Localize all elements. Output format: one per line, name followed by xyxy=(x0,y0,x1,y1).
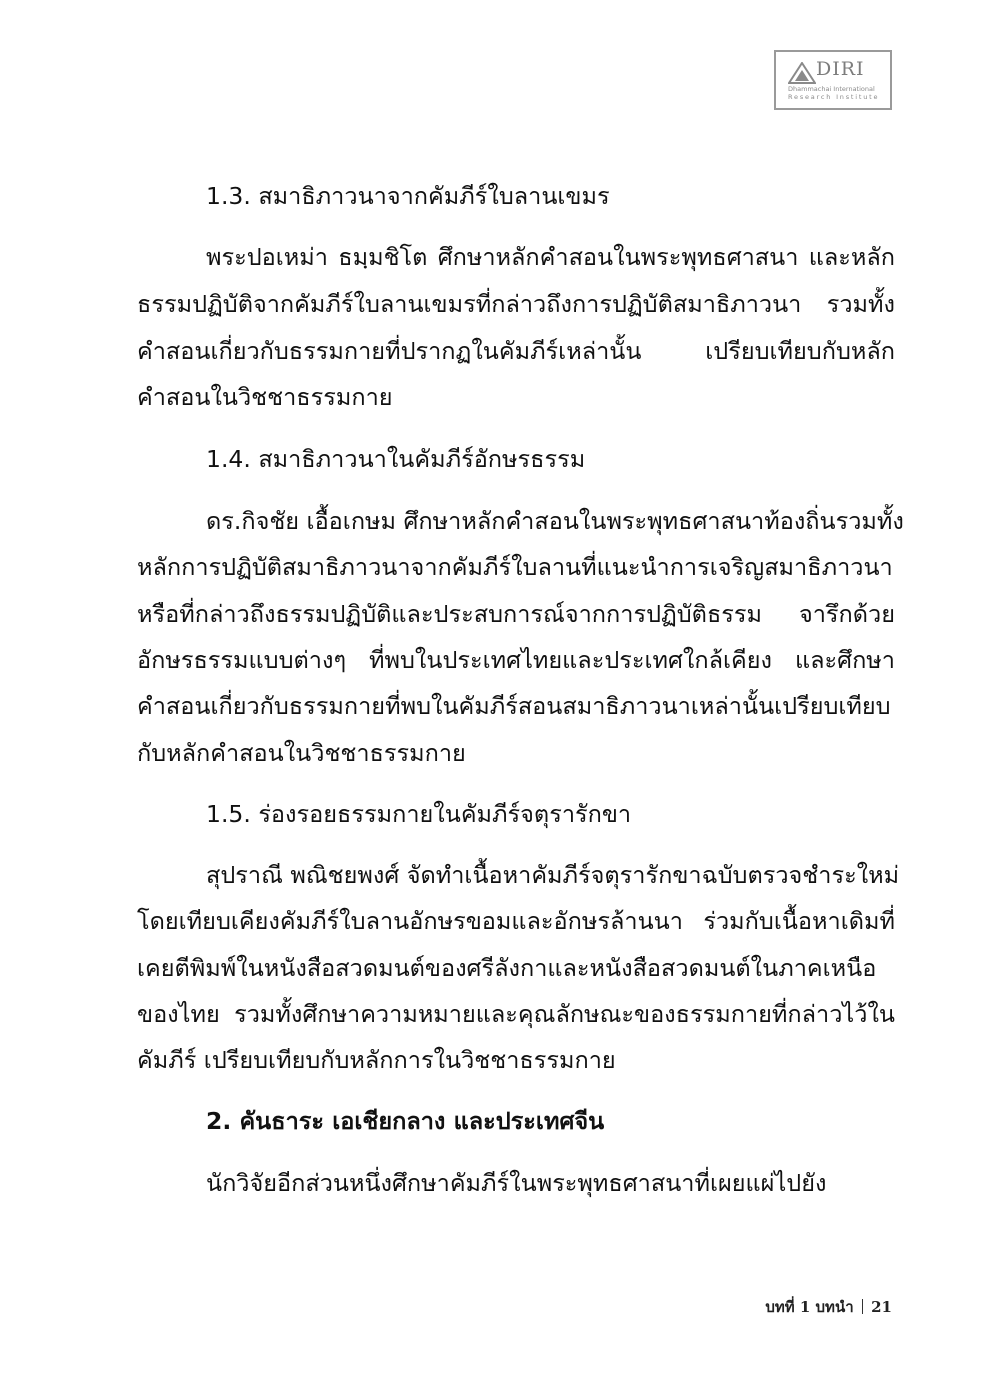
logo-subtitle-line-2: Research Institute xyxy=(788,93,880,101)
paragraph-line: หลักการปฏิบัติสมาธิภาวนาจากคัมภีร์ใบลานที่แนะนำการเจริญสมาธิภาวนา xyxy=(137,553,893,581)
paragraph-line: โดยเทียบเคียงคัมภีร์ใบลานอักษรขอมและอักษรล้านนา ร่วมกับเนื้อหาเดิมที่ xyxy=(137,907,895,935)
page-number: 21 xyxy=(871,1298,892,1316)
paragraph-line: เคยตีพิมพ์ในหนังสือสวดมนต์ของศรีลังกาและหนังสือสวดมนต์ในภาคเหนือ xyxy=(137,954,877,982)
paragraph-line: หรือที่กล่าวถึงธรรมปฏิบัติและประสบการณ์จากการปฏิบัติธรรม จารึกด้วย xyxy=(137,600,895,628)
paragraph-line: คำสอนเกี่ยวกับธรรมกายที่พบในคัมภีร์สอนสมาธิภาวนาเหล่านั้นเปรียบเทียบ xyxy=(137,692,891,720)
paragraph-line: คำสอนในวิชชาธรรมกาย xyxy=(137,383,393,411)
section-heading-2: 2. คันธาระ เอเชียกลาง และประเทศจีน xyxy=(206,1107,605,1135)
diri-logo xyxy=(774,50,892,110)
paragraph-line: ธรรมปฏิบัติจากคัมภีร์ใบลานเขมรที่กล่าวถึงการปฏิบัติสมาธิภาวนา รวมทั้ง xyxy=(137,290,895,318)
paragraph-line: สุปราณี พณิชยพงศ์ จัดทำเนื้อหาคัมภีร์จตุรารักขาฉบับตรวจชำระใหม่ xyxy=(206,861,900,889)
footer-divider xyxy=(862,1299,864,1314)
section-heading-1-4: 1.4. สมาธิภาวนาในคัมภีร์อักษรธรรม xyxy=(206,445,586,473)
footer-chapter: บทที่ 1 บทนำ xyxy=(765,1298,854,1316)
paragraph-line: ดร.กิจชัย เอื้อเกษม ศึกษาหลักคำสอนในพระพุทธศาสนาท้องถิ่นรวมทั้ง xyxy=(206,507,904,535)
section-heading-1-3: 1.3. สมาธิภาวนาจากคัมภีร์ใบลานเขมร xyxy=(206,182,610,210)
logo-subtitle-line-1: Dhammachai International xyxy=(788,85,875,93)
logo-name: DIRI xyxy=(816,58,865,80)
paragraph-line: อักษรธรรมแบบต่างๆ ที่พบในประเทศไทยและประเทศใกล้เคียง และศึกษา xyxy=(137,646,895,674)
paragraph-line: คำสอนเกี่ยวกับธรรมกายที่ปรากฏในคัมภีร์เหล่านั้น เปรียบเทียบกับหลัก xyxy=(137,337,895,365)
section-heading-1-5: 1.5. ร่องรอยธรรมกายในคัมภีร์จตุรารักขา xyxy=(206,800,632,828)
paragraph-line: พระปอเหม่า ธมฺมชิโต ศึกษาหลักคำสอนในพระพุทธศาสนา และหลัก xyxy=(206,243,895,271)
paragraph-line: คัมภีร์ เปรียบเทียบกับหลักการในวิชชาธรรมกาย xyxy=(137,1046,616,1074)
paragraph-line: ของไทย รวมทั้งศึกษาความหมายและคุณลักษณะของธรรมกายที่กล่าวไว้ใน xyxy=(137,1000,895,1028)
logo-subtitle xyxy=(788,85,888,101)
page-footer xyxy=(765,1295,892,1319)
paragraph-line: กับหลักคำสอนในวิชชาธรรมกาย xyxy=(137,739,466,767)
paragraph-line: นักวิจัยอีกส่วนหนึ่งศึกษาคัมภีร์ในพระพุทธศาสนาที่เผยแผ่ไปยัง xyxy=(206,1169,827,1197)
